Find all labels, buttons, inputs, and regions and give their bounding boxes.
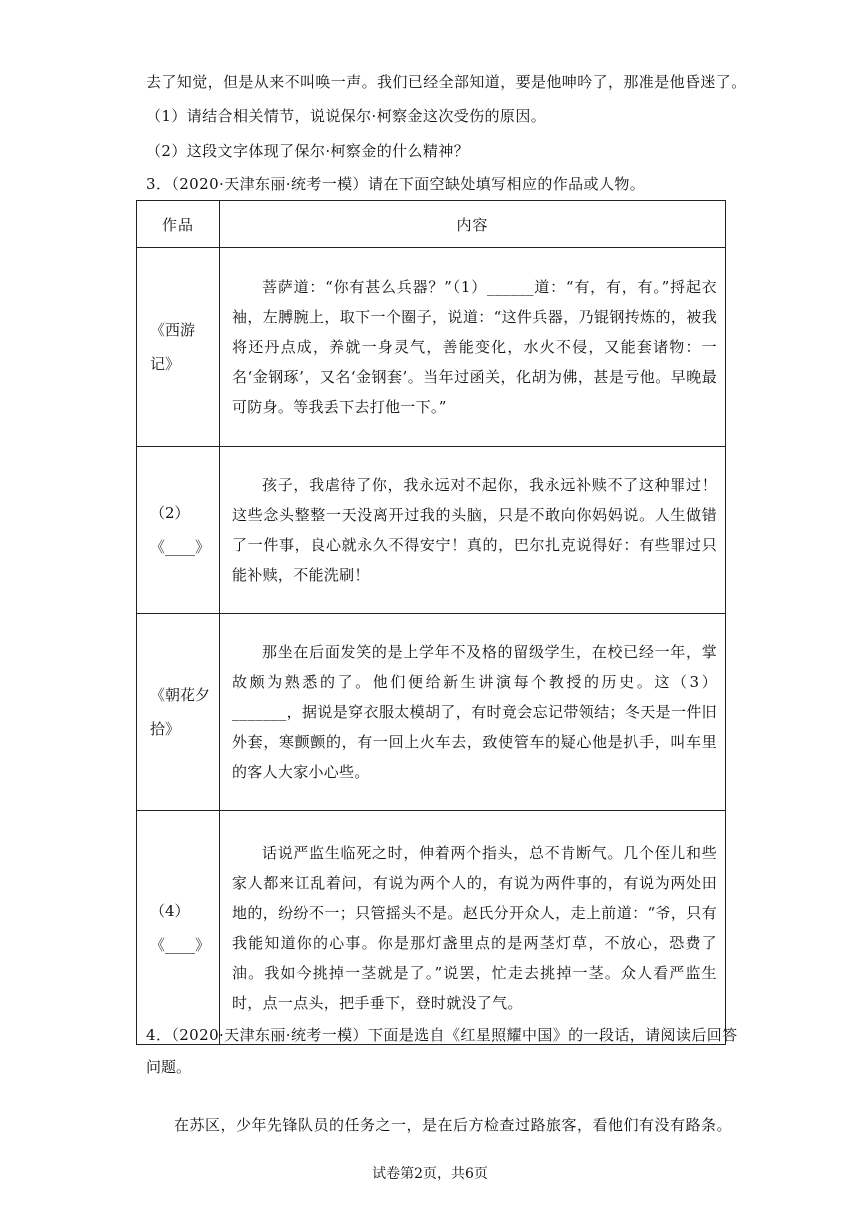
work-cell: （4）《____》: [137, 811, 220, 1045]
passage-last-line: 去了知觉，但是从来不叫唤一声。我们已经全部知道，要是他呻吟了，那准是他昏迷了。: [146, 73, 747, 91]
table-row: [137, 447, 726, 614]
question-2-1: （1）请结合相关情节，说说保尔·柯察金这次受伤的原因。: [146, 107, 547, 125]
question-2-2: （2）这段文字体现了保尔·柯察金的什么精神？: [146, 142, 470, 160]
page-footer: 试卷第2页，共6页: [372, 1166, 488, 1182]
question-4-title-cont: 问题。: [146, 1058, 192, 1076]
content-cell: 菩萨道：“你有甚么兵器？”（1）______道：“有，有，有。”捋起衣袖，左膊腕上，取下一个圈子，说道：“这件兵器，乃锟钢抟炼的，被我将还丹点成，养就一身灵气，善能变化，水火不侵，又能套诸物：一名‘金钢琢’，又名‘金钢套’。当年过函关，化胡为佛，甚是亏他。早晚最可防身。等我丢下去打他一下。”: [220, 248, 726, 447]
table-row: [137, 811, 726, 1045]
content-cell: 话说严监生临死之时，伸着两个指头，总不肯断气。几个侄儿和些家人都来讧乱着问，有说为两个人的，有说为两件事的，有说为两处田地的，纷纷不一；只管摇头不是。赵氏分开众人，走上前道：“爷，只有我能知道你的心事。你是那灯盏里点的是两茎灯草，不放心，恐费了油。我如今挑掉一茎就是了。”说罢，忙走去挑掉一茎。众人看严监生时，点一点头，把手垂下，登时就没了气。: [220, 811, 726, 1045]
header-content: 内容: [220, 201, 726, 248]
work-cell: （2）《____》: [137, 447, 220, 614]
table-row: [137, 614, 726, 811]
works-table: [136, 200, 726, 1045]
question-3-title: 3．（2020·天津东丽·统考一模）请在下面空缺处填写相应的作品或人物。: [146, 175, 646, 193]
question-4-paragraph: 在苏区，少年先锋队员的任务之一，是在后方检查过路旅客，看他们有没有路条。: [174, 1116, 733, 1134]
work-cell: 《朝花夕拾》: [137, 614, 220, 811]
work-cell: 《西游记》: [137, 248, 220, 447]
question-4-title: 4．（2020·天津东丽·统考一模）下面是选自《红星照耀中国》的一段话，请阅读后回答: [146, 1026, 738, 1044]
table-header-row: [137, 201, 726, 248]
header-work: 作品: [137, 201, 220, 248]
content-cell: 孩子，我虐待了你，我永远对不起你，我永远补赎不了这种罪过！这些念头整整一天没离开过我的头脑，只是不敢向你妈妈说。人生做错了一件事，良心就永久不得安宁！真的，巴尔扎克说得好：有些罪过只能补赎，不能洗刷！: [220, 447, 726, 614]
content-cell: 那坐在后面发笑的是上学年不及格的留级学生，在校已经一年，掌故颇为熟悉的了。他们便给新生讲演每个教授的历史。这（3）_______，据说是穿衣服太模胡了，有时竟会忘记带领结；冬天是一件旧外套，寒颤颤的，有一回上火车去，致使管车的疑心他是扒手，叫车里的客人大家小心些。: [220, 614, 726, 811]
table-row: [137, 248, 726, 447]
